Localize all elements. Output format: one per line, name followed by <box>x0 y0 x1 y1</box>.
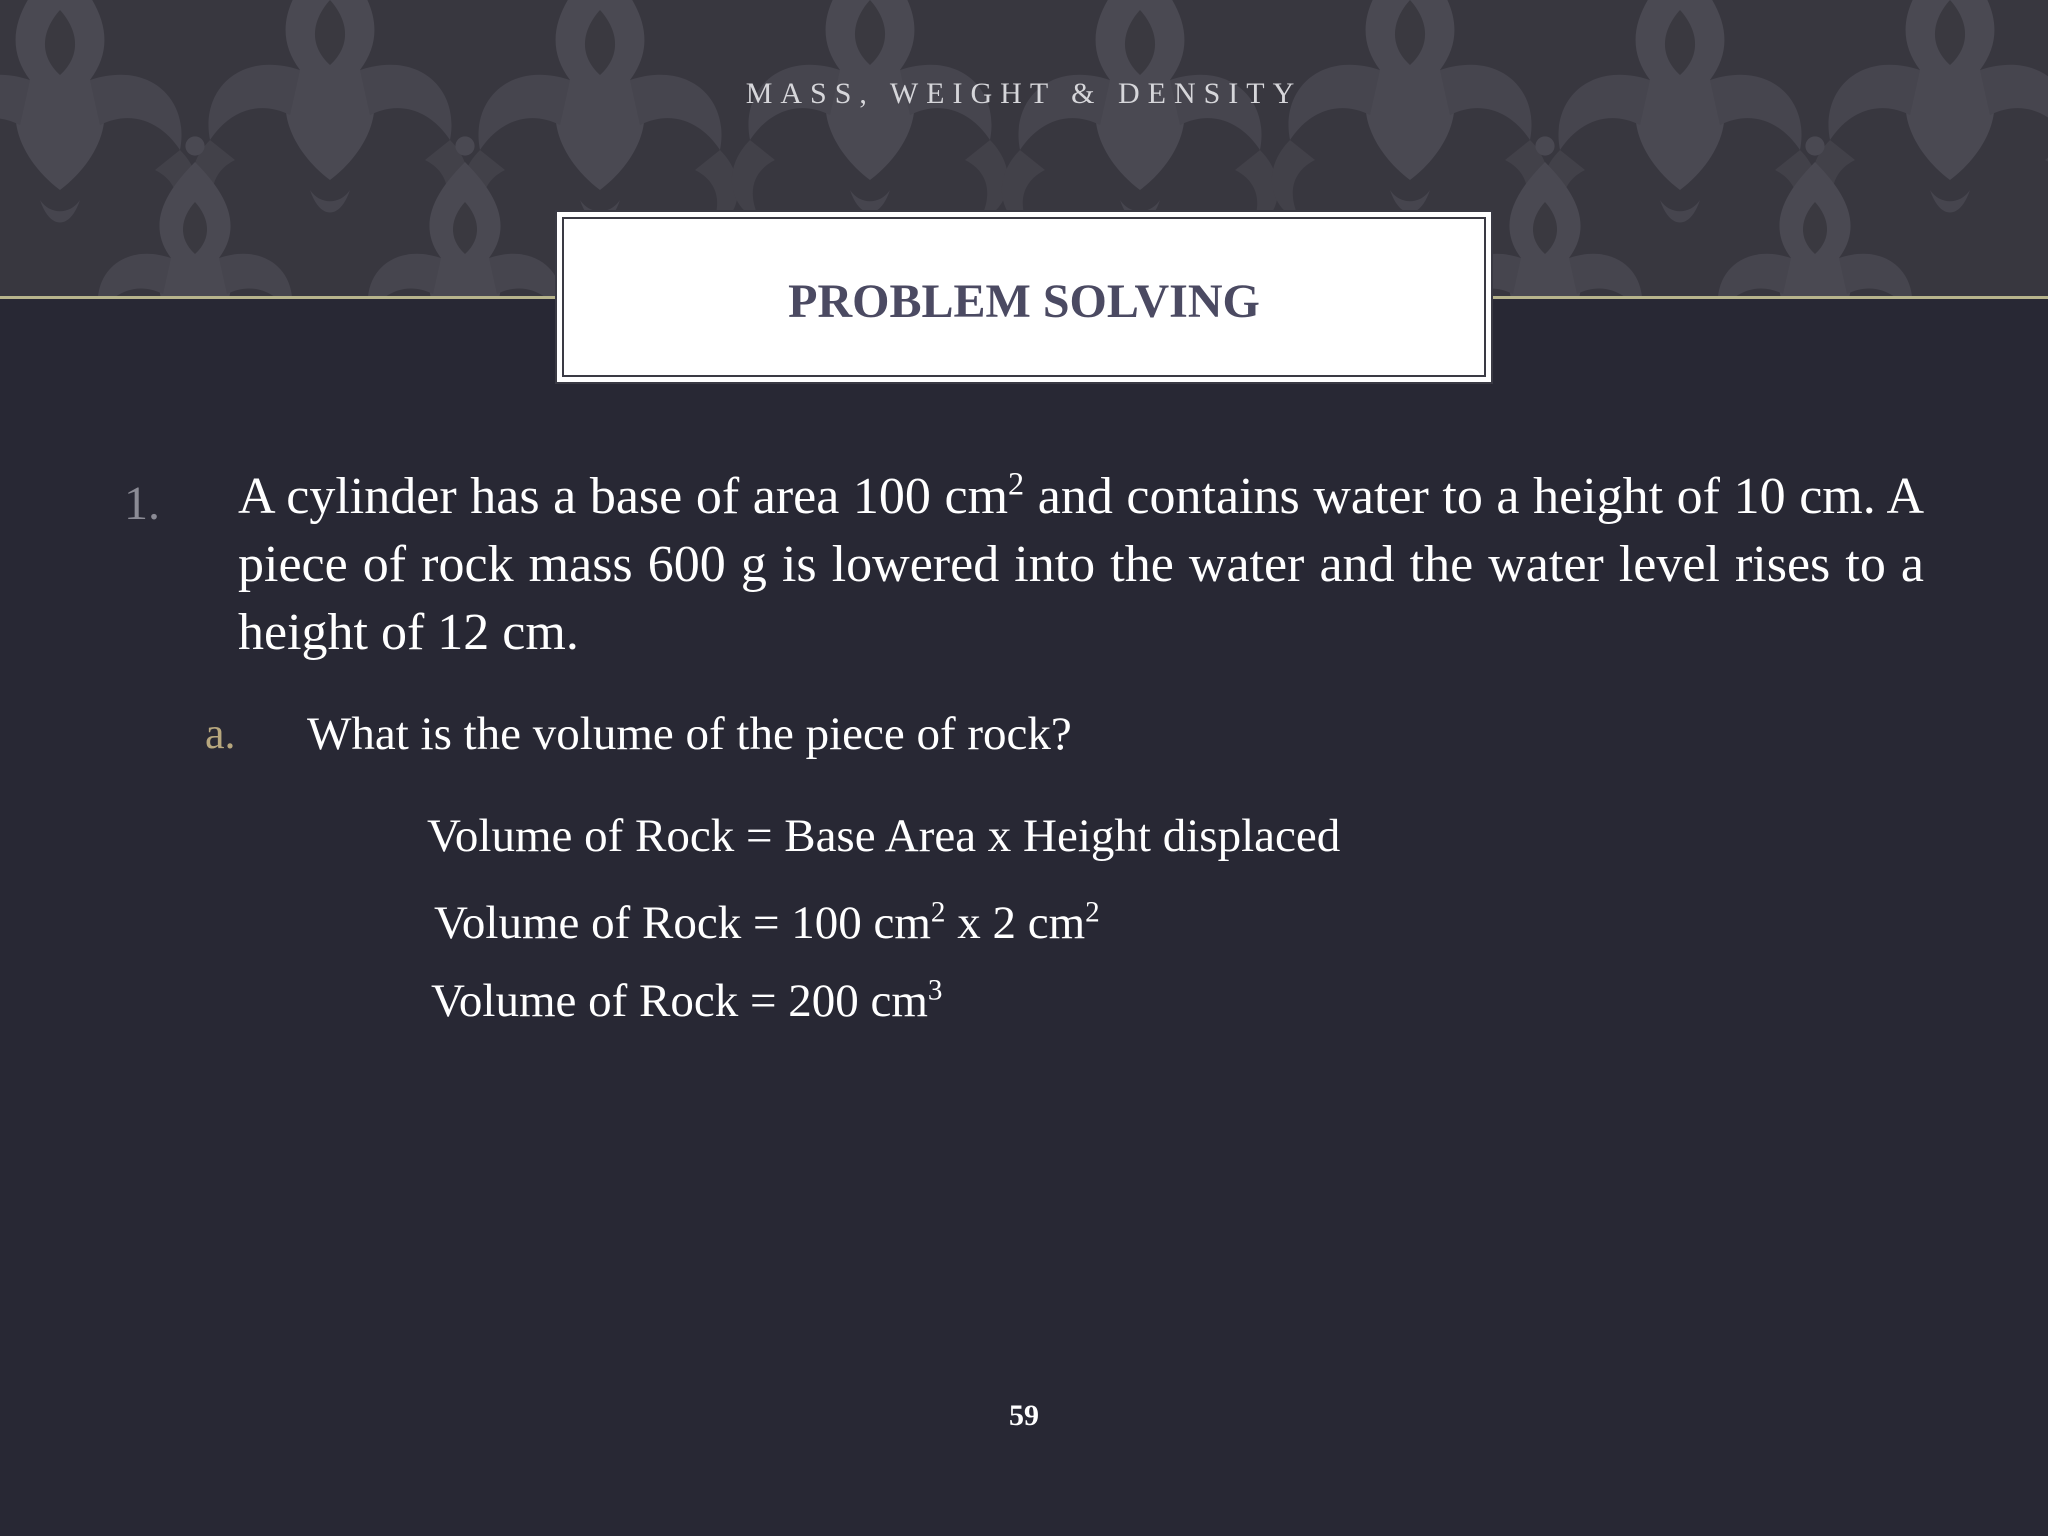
section-supertitle: MASS, WEIGHT & DENSITY <box>745 77 1303 110</box>
problem-text-part2: and contains water to a height of 10 cm. A piece of rock mass 600 g is lowered into the water and the water level rises to a height of 12 cm. <box>238 468 1924 661</box>
problem-number: 1. <box>124 477 160 530</box>
solution-line-2-part-a: Volume of Rock = 100 cm <box>434 897 931 949</box>
slide-title: PROBLEM SOLVING <box>788 275 1260 328</box>
page-number: 59 <box>1009 1399 1039 1432</box>
solution-line-2 <box>434 893 1100 953</box>
title-box <box>555 210 1493 384</box>
solution-line-3-part-a: Volume of Rock = 200 cm <box>431 975 928 1027</box>
solution-line-1: Volume of Rock = Base Area x Height displaced <box>427 810 1341 862</box>
solution-line-2-part-b: x 2 cm <box>945 897 1086 949</box>
problem-text <box>238 463 1924 667</box>
subquestion-letter: a. <box>205 709 236 758</box>
problem-text-part1: A cylinder has a base of area 100 cm <box>238 468 1009 525</box>
subquestion-text: What is the volume of the piece of rock? <box>307 708 1072 760</box>
solution-line-2-sup-a: 2 <box>930 896 946 929</box>
problem-text-superscript: 2 <box>1008 465 1025 502</box>
solution-line-3-sup: 3 <box>927 974 943 1007</box>
solution-line-2-sup-b: 2 <box>1085 896 1100 929</box>
solution-line-3 <box>431 971 942 1031</box>
